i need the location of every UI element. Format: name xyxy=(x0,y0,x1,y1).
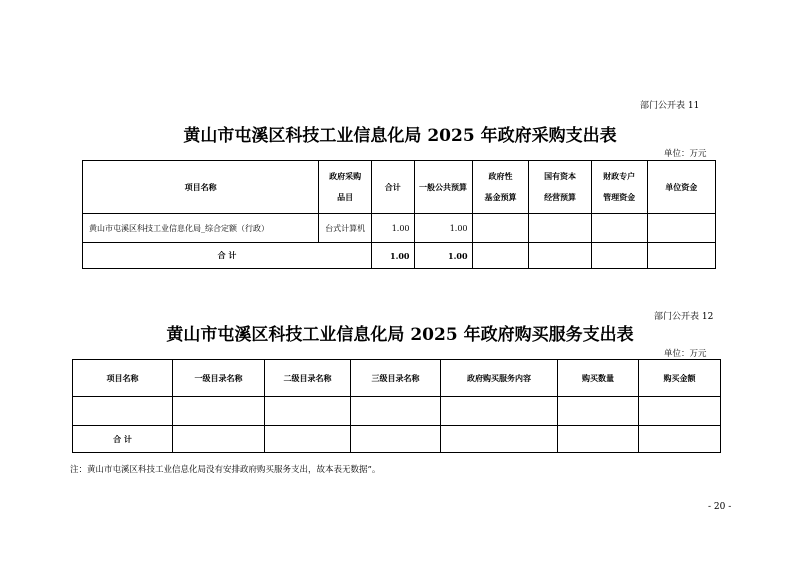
row-unit-funds xyxy=(647,214,715,243)
header-project-name: 项目名称 xyxy=(73,360,173,397)
table-12-sum-row xyxy=(73,426,721,453)
procurement-expenditure-table xyxy=(82,160,716,269)
sum-gov-fund xyxy=(472,243,529,269)
header-gov-fund xyxy=(472,161,529,214)
empty-cell xyxy=(173,397,265,426)
empty-cell xyxy=(73,397,173,426)
empty-cell xyxy=(265,397,351,426)
header-unit-funds: 单位资金 xyxy=(647,161,715,214)
header-level1-catalog: 一级目录名称 xyxy=(173,360,265,397)
header-level3-catalog: 三级目录名称 xyxy=(351,360,441,397)
header-project-name: 项目名称 xyxy=(83,161,319,214)
row-gov-fund xyxy=(472,214,529,243)
header-fiscal-special xyxy=(591,161,647,214)
header-fiscal-special-line1: 财政专户 xyxy=(603,171,636,181)
table-12-header-row xyxy=(73,360,721,397)
table-11-title: 黄山市屯溪区科技工业信息化局 2025 年政府采购支出表 xyxy=(183,126,617,146)
row-general-budget: 1.00 xyxy=(414,214,472,243)
row-state-capital xyxy=(529,214,591,243)
dept-table-number-11: 部门公开表 11 xyxy=(640,101,700,111)
empty-cell xyxy=(558,426,639,453)
empty-cell xyxy=(441,426,558,453)
header-procurement-item-line1: 政府采购 xyxy=(329,171,362,181)
table-row xyxy=(73,397,721,426)
empty-cell xyxy=(265,426,351,453)
header-state-capital xyxy=(529,161,591,214)
row-fiscal-special xyxy=(591,214,647,243)
header-gov-fund-line2: 基金预算 xyxy=(484,192,517,202)
header-gov-fund-line1: 政府性 xyxy=(488,171,513,181)
header-state-capital-line2: 经营预算 xyxy=(544,192,577,202)
row-procurement-item: 台式计算机 xyxy=(319,214,372,243)
table-11-unit: 单位：万元 xyxy=(664,149,707,159)
sum-label: 合 计 xyxy=(73,426,173,453)
empty-cell xyxy=(558,397,639,426)
table-11-sum-row xyxy=(83,243,716,269)
header-state-capital-line1: 国有资本 xyxy=(544,171,577,181)
sum-fiscal-special xyxy=(591,243,647,269)
table-12-unit: 单位：万元 xyxy=(664,349,707,359)
purchase-services-table xyxy=(72,359,721,453)
table-11-header-row xyxy=(83,161,716,214)
row-project-name: 黄山市屯溪区科技工业信息化局_综合定额（行政） xyxy=(83,214,319,243)
header-fiscal-special-line2: 管理资金 xyxy=(603,192,636,202)
row-total: 1.00 xyxy=(372,214,414,243)
header-purchase-amount: 购买金额 xyxy=(639,360,721,397)
empty-cell xyxy=(441,397,558,426)
sum-total: 1.00 xyxy=(372,243,414,269)
header-procurement-item xyxy=(319,161,372,214)
empty-cell xyxy=(351,426,441,453)
empty-cell xyxy=(639,397,721,426)
header-general-budget: 一般公共预算 xyxy=(414,161,472,214)
empty-cell xyxy=(173,426,265,453)
sum-state-capital xyxy=(529,243,591,269)
table-row xyxy=(83,214,716,243)
table-12-title: 黄山市屯溪区科技工业信息化局 2025 年政府购买服务支出表 xyxy=(166,325,634,345)
empty-cell xyxy=(639,426,721,453)
empty-cell xyxy=(351,397,441,426)
sum-label: 合 计 xyxy=(83,243,372,269)
header-total: 合计 xyxy=(372,161,414,214)
header-procurement-item-line2: 品目 xyxy=(337,192,354,202)
sum-general-budget: 1.00 xyxy=(414,243,472,269)
footnote: 注：黄山市屯溪区科技工业信息化局没有安排政府购买服务支出，故本表无数据”。 xyxy=(70,465,381,475)
header-level2-catalog: 二级目录名称 xyxy=(265,360,351,397)
header-service-content: 政府购买服务内容 xyxy=(441,360,558,397)
sum-unit-funds xyxy=(647,243,715,269)
header-purchase-quantity: 购买数量 xyxy=(558,360,639,397)
dept-table-number-12: 部门公开表 12 xyxy=(654,312,714,322)
page-number: - 20 - xyxy=(708,502,732,512)
